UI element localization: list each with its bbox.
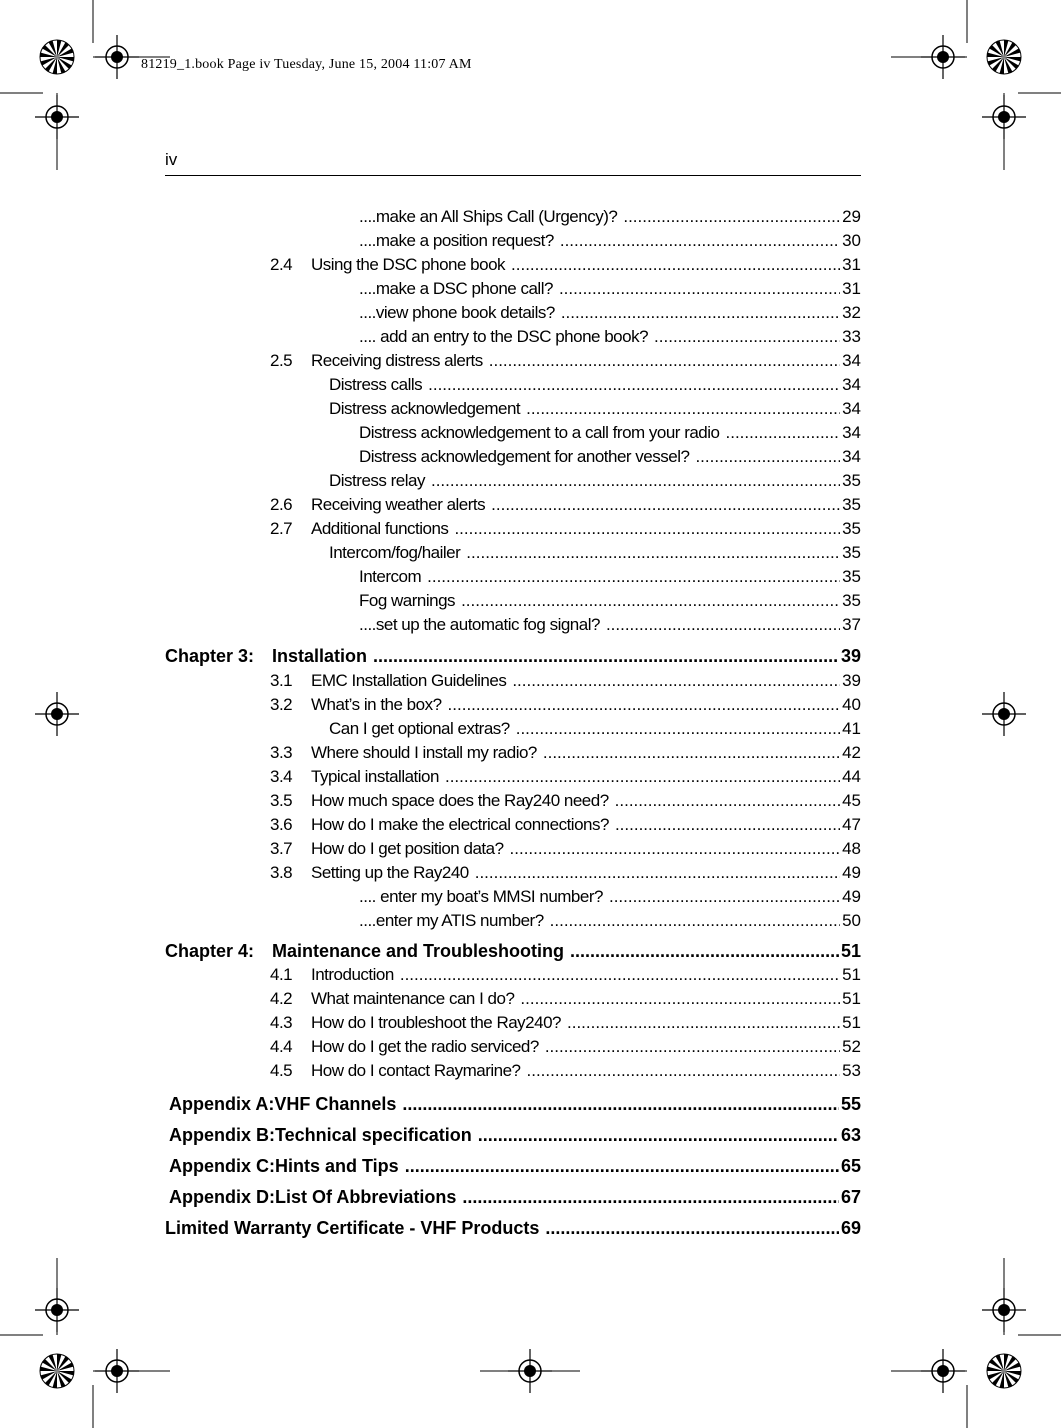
toc-page-number: 35 [842, 591, 861, 610]
toc-title: ....view phone book details? [359, 303, 555, 322]
toc-section-number: 3.1 [270, 671, 293, 690]
toc-page-number: 52 [842, 1037, 861, 1056]
toc-entry[interactable] [165, 230, 861, 252]
toc-page-number: 51 [842, 965, 861, 984]
toc-page-number: 69 [840, 1218, 861, 1238]
toc-page-number: 34 [842, 423, 861, 442]
toc-leader-dots [445, 766, 840, 788]
toc-title: What’s in the box? [311, 695, 442, 714]
toc-page-number: 39 [842, 671, 861, 690]
toc-section-number: 3.7 [270, 839, 293, 858]
toc-leader-dots [550, 910, 840, 932]
toc-section-number: 2.4 [270, 255, 293, 274]
toc-page-number: 53 [842, 1061, 861, 1080]
toc-leader-dots [545, 1036, 840, 1058]
toc-title: ....make a DSC phone call? [359, 279, 553, 298]
toc-page-number: 47 [842, 815, 861, 834]
toc-entry[interactable] [165, 398, 861, 420]
toc-entry[interactable] [165, 1186, 861, 1208]
toc-entry[interactable] [165, 940, 861, 962]
toc-leader-dots [561, 302, 840, 324]
toc-page-number: 35 [842, 567, 861, 586]
toc-leader-dots [373, 645, 839, 667]
toc-page-number: 35 [842, 471, 861, 490]
toc-title: Receiving weather alerts [311, 495, 486, 514]
toc-page-number: 37 [842, 615, 861, 634]
toc-title: VHF Channels [274, 1094, 397, 1114]
toc-entry[interactable] [165, 326, 861, 348]
toc-title: Limited Warranty Certificate - VHF Products [165, 1218, 540, 1238]
toc-title: Setting up the Ray240 [311, 863, 469, 882]
toc-title: Distress calls [329, 375, 423, 394]
toc-title: Intercom [359, 567, 422, 586]
toc-page-number: 44 [842, 767, 861, 786]
toc-page-number: 31 [842, 255, 861, 274]
toc-title: ....enter my ATIS number? [359, 911, 544, 930]
toc-leader-dots [623, 206, 840, 228]
toc-page-number: 49 [842, 863, 861, 882]
print-info: 81219_1.book Page iv Tuesday, June 15, 2004 11:07 AM [141, 57, 472, 72]
toc-entry[interactable] [165, 910, 861, 932]
toc-entry[interactable] [165, 254, 861, 276]
toc-page-number: 45 [842, 791, 861, 810]
toc-section-number: 2.6 [270, 495, 293, 514]
toc-leader-dots [478, 1124, 839, 1146]
toc-entry[interactable] [165, 302, 861, 324]
toc-leader-dots [489, 350, 840, 372]
toc-entry[interactable] [165, 1217, 861, 1239]
toc-leader-dots [526, 398, 840, 420]
toc-entry[interactable] [165, 446, 861, 468]
toc-page-number: 35 [842, 543, 861, 562]
toc-entry[interactable] [165, 964, 861, 986]
toc-entry[interactable] [165, 718, 861, 740]
toc-entry[interactable] [165, 1093, 861, 1115]
toc-title: Intercom/fog/hailer [329, 543, 461, 562]
toc-leader-dots [609, 886, 840, 908]
toc-title: .... enter my boat’s MMSI number? [359, 887, 603, 906]
toc-title: Using the DSC phone book [311, 255, 506, 274]
toc-title: How do I get the radio serviced? [311, 1037, 539, 1056]
toc-section-number: 3.2 [270, 695, 293, 714]
toc-page-number: 51 [840, 941, 861, 961]
toc-title: List Of Abbreviations [275, 1187, 457, 1207]
toc-entry[interactable] [165, 494, 861, 516]
toc-title: Fog warnings [359, 591, 456, 610]
toc-leader-dots [559, 278, 840, 300]
toc-leader-dots [462, 1186, 839, 1208]
toc-entry[interactable] [165, 1124, 861, 1146]
toc-entry[interactable] [165, 1012, 861, 1034]
toc-title: What maintenance can I do? [311, 989, 515, 1008]
toc-leader-dots [654, 326, 840, 348]
toc-page-number: 51 [842, 989, 861, 1008]
toc-title: Maintenance and Troubleshooting [272, 941, 565, 961]
toc-page-number: 29 [842, 207, 861, 226]
toc-page-number: 32 [842, 303, 861, 322]
toc-title: Introduction [311, 965, 394, 984]
toc-title: Distress relay [329, 471, 425, 490]
toc-leader-dots [606, 614, 840, 636]
toc-title: Can I get optional extras? [329, 719, 510, 738]
toc-title: ....make an All Ships Call (Urgency)? [359, 207, 618, 226]
toc-leader-dots [516, 718, 840, 740]
toc-page-number: 40 [842, 695, 861, 714]
toc-section-number: 3.5 [270, 791, 293, 810]
toc-title: EMC Installation Guidelines [311, 671, 507, 690]
toc-leader-dots [448, 694, 841, 716]
toc-section-number: 2.7 [270, 519, 293, 538]
toc-title: Where should I install my radio? [311, 743, 537, 762]
toc-appendix-label: Appendix B: [169, 1125, 275, 1145]
toc-section-number: 4.2 [270, 989, 293, 1008]
toc-section-number: 3.3 [270, 743, 293, 762]
toc-title: Additional functions [311, 519, 449, 538]
toc-section-number: 4.5 [270, 1061, 293, 1080]
toc-leader-dots [466, 542, 840, 564]
toc-page-number: 30 [842, 231, 861, 250]
toc-leader-dots [726, 422, 841, 444]
toc-leader-dots [543, 742, 840, 764]
toc-page-number: 41 [842, 719, 861, 738]
toc-leader-dots [491, 494, 840, 516]
toc-section-number: 3.4 [270, 767, 293, 786]
toc-page-number: 34 [842, 351, 861, 370]
toc-leader-dots [461, 590, 840, 612]
toc-appendix-label: Appendix A: [169, 1094, 275, 1114]
toc-chapter-label: Chapter 3: [165, 646, 255, 666]
toc-title: How do I troubleshoot the Ray240? [311, 1013, 562, 1032]
toc-title: Installation [272, 646, 368, 666]
toc-title: How do I get position data? [311, 839, 504, 858]
toc-entry[interactable] [165, 862, 861, 884]
toc-entry[interactable] [165, 614, 861, 636]
toc-section-number: 2.5 [270, 351, 293, 370]
toc-entry[interactable] [165, 542, 861, 564]
toc-title: Distress acknowledgement to a call from your radio [359, 423, 720, 442]
toc-entry[interactable] [165, 1036, 861, 1058]
toc-page-number: 33 [842, 327, 861, 346]
toc-entry[interactable] [165, 206, 861, 228]
toc-leader-dots [431, 470, 840, 492]
toc-title: Distress acknowledgement [329, 399, 521, 418]
toc-entry[interactable] [165, 838, 861, 860]
toc-entry[interactable] [165, 470, 861, 492]
toc-leader-dots [560, 230, 840, 252]
toc-leader-dots [475, 862, 840, 884]
toc-appendix-label: Appendix C: [169, 1156, 275, 1176]
toc-entry[interactable] [165, 790, 861, 812]
toc-leader-dots [511, 254, 840, 276]
toc-leader-dots [527, 1060, 841, 1082]
toc-page-number: 63 [840, 1125, 861, 1145]
toc-leader-dots [545, 1217, 839, 1239]
toc-leader-dots [400, 964, 840, 986]
toc-page-number: 55 [840, 1094, 861, 1114]
toc-leader-dots [695, 446, 840, 468]
toc-section-number: 4.4 [270, 1037, 293, 1056]
toc-entry[interactable] [165, 518, 861, 540]
toc-entry[interactable] [165, 374, 861, 396]
toc-entry[interactable] [165, 1155, 861, 1177]
toc-page-number: 35 [842, 495, 861, 514]
toc-section-number: 3.8 [270, 863, 293, 882]
toc-title: Distress acknowledgement for another vessel? [359, 447, 690, 466]
toc-entry[interactable] [165, 422, 861, 444]
toc-title: Hints and Tips [275, 1156, 399, 1176]
toc-leader-dots [510, 838, 841, 860]
toc-title: Technical specification [275, 1125, 472, 1145]
toc-title: Typical installation [311, 767, 439, 786]
toc-title: How much space does the Ray240 need? [311, 791, 609, 810]
toc-leader-dots [402, 1093, 839, 1115]
toc-entry[interactable] [165, 590, 861, 612]
header-rule [165, 175, 861, 176]
toc-leader-dots [512, 670, 840, 692]
toc-entry[interactable] [165, 766, 861, 788]
toc-entry[interactable] [165, 886, 861, 908]
toc-title: Receiving distress alerts [311, 351, 483, 370]
toc-section-number: 3.6 [270, 815, 293, 834]
toc-title: How do I contact Raymarine? [311, 1061, 521, 1080]
toc-entry[interactable] [165, 814, 861, 836]
toc-page-number: 42 [842, 743, 861, 762]
toc-page-number: 67 [840, 1187, 861, 1207]
toc-page-number: 35 [842, 519, 861, 538]
toc-title: How do I make the electrical connections? [311, 815, 609, 834]
toc-section-number: 4.1 [270, 965, 293, 984]
toc-section-number: 4.3 [270, 1013, 293, 1032]
toc-entry[interactable] [165, 742, 861, 764]
toc-leader-dots [570, 940, 839, 962]
toc-entry[interactable] [165, 1060, 861, 1082]
toc-leader-dots [428, 374, 840, 396]
toc-page-number: 34 [842, 375, 861, 394]
toc-entry[interactable] [165, 350, 861, 372]
toc-leader-dots [454, 518, 840, 540]
toc-appendix-label: Appendix D: [169, 1187, 275, 1207]
toc-page-number: 50 [842, 911, 861, 930]
toc-leader-dots [615, 814, 840, 836]
toc-page-number: 49 [842, 887, 861, 906]
toc-leader-dots [615, 790, 840, 812]
toc-page-number: 48 [842, 839, 861, 858]
toc-page-number: 39 [840, 646, 861, 666]
toc-leader-dots [567, 1012, 840, 1034]
toc-leader-dots [405, 1155, 839, 1177]
toc-entry[interactable] [165, 278, 861, 300]
toc-chapter-label: Chapter 4: [165, 941, 255, 961]
toc-leader-dots [427, 566, 840, 588]
toc-entry[interactable] [165, 670, 861, 692]
toc-page-number: 34 [842, 399, 861, 418]
toc-entry[interactable] [165, 694, 861, 716]
toc-page-number: 65 [840, 1156, 861, 1176]
toc-entry[interactable] [165, 566, 861, 588]
toc-page-number: 31 [842, 279, 861, 298]
toc-entry[interactable] [165, 988, 861, 1010]
toc-leader-dots [520, 988, 840, 1010]
toc-entry[interactable] [165, 645, 861, 667]
toc-title: .... add an entry to the DSC phone book? [359, 327, 649, 346]
toc-title: ....set up the automatic fog signal? [359, 615, 600, 634]
toc-page-number: 51 [842, 1013, 861, 1032]
page-number: iv [165, 150, 178, 169]
toc-page-number: 34 [842, 447, 861, 466]
toc-title: ....make a position request? [359, 231, 554, 250]
